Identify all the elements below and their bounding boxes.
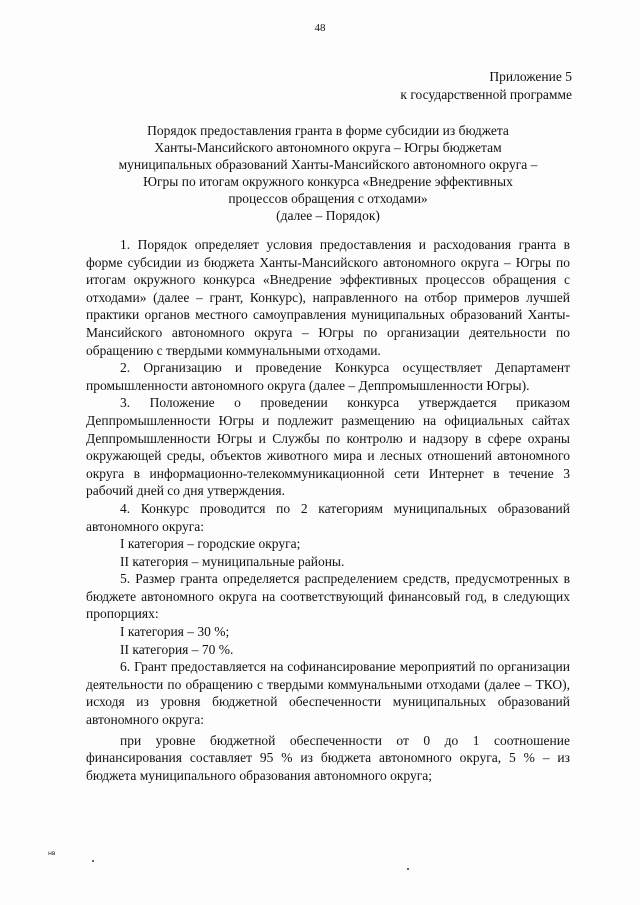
paragraph-6: 6. Грант предоставляется на софинансирование мероприятий по организации деятельности по обращению с твердыми коммунальными отходами (далее – ТКО), исходя из уровня бюджетной обеспеченности муниципальных образований автономного округа: [86, 659, 570, 728]
paragraph-3: 3. Положение о проведении конкурса утверждается приказом Деппромышленности Югры и подлежит размещению на официальных сайтах Деппромышленности Югры и Службы по контролю и надзору в сфере охраны окружающей среды, объектов животного мира и лесных отношений автономного округа в информационно-телекоммуникационной сети Интернет в течение 3 рабочий дней со дня утверждения. [86, 395, 570, 499]
paragraph-5-category-2: II категория – 70 %. [120, 641, 234, 657]
page-number: 48 [314, 22, 326, 34]
appendix-header [400, 68, 572, 104]
document-title [80, 122, 576, 224]
paragraph-5-category-1: I категория – 30 %; [120, 624, 230, 640]
paragraph-4: 4. Конкурс проводится по 2 категориям муниципальных образований автономного округа: [86, 500, 570, 534]
appendix-line-1: Приложение 5 [489, 69, 572, 84]
title-line-1: Порядок предоставления гранта в форме субсидии из бюджета [147, 123, 509, 138]
title-line-4: Югры по итогам окружного конкурса «Внедрение эффективных [143, 174, 513, 189]
title-line-5: процессов обращения с отходами» [228, 191, 428, 206]
paragraph-1: 1. Порядок определяет условия предоставления и расходования гранта в форме субсидии из бюджета Ханты-Мансийского автономного округа – Югры по итогам окружного конкурса «Внедрение эффективных процессов обращения с отходами» (далее – грант, Конкурс), направленного на отбор примеров лучшей практики органов местного самоуправления муниципальных образований Ханты-Мансийского автономного округа – Югры по организации деятельности по обращению с твердыми коммунальными отходами. [86, 237, 570, 358]
title-line-2: Ханты-Мансийского автономного округа – Югры бюджетам [154, 140, 502, 155]
scan-speck [92, 860, 94, 862]
footer-mark: нв [48, 850, 56, 857]
paragraph-4-category-2: II категория – муниципальные районы. [120, 553, 345, 569]
scan-speck [407, 868, 409, 870]
paragraph-4-category-1: I категория – городские округа; [120, 536, 301, 552]
document-body [86, 236, 570, 784]
paragraph-2: 2. Организацию и проведение Конкурса осуществляет Департамент промышленности автономного округа (далее – Деппромышленности Югры). [86, 360, 570, 393]
paragraph-5: 5. Размер гранта определяется распределением средств, предусмотренных в бюджете автономного округа на соответствующий финансовый год, в следующих пропорциях: [86, 571, 570, 622]
paragraph-7: при уровне бюджетной обеспеченности от 0 до 1 соотношение финансирования составляет 95 % из бюджета автономного округа, 5 % – из бюджета муниципального образования автономного округа; [86, 732, 570, 783]
title-line-6: (далее – Порядок) [276, 208, 380, 223]
appendix-line-2: к государственной программе [400, 87, 572, 102]
title-line-3: муниципальных образований Ханты-Мансийского автономного округа – [118, 157, 538, 172]
